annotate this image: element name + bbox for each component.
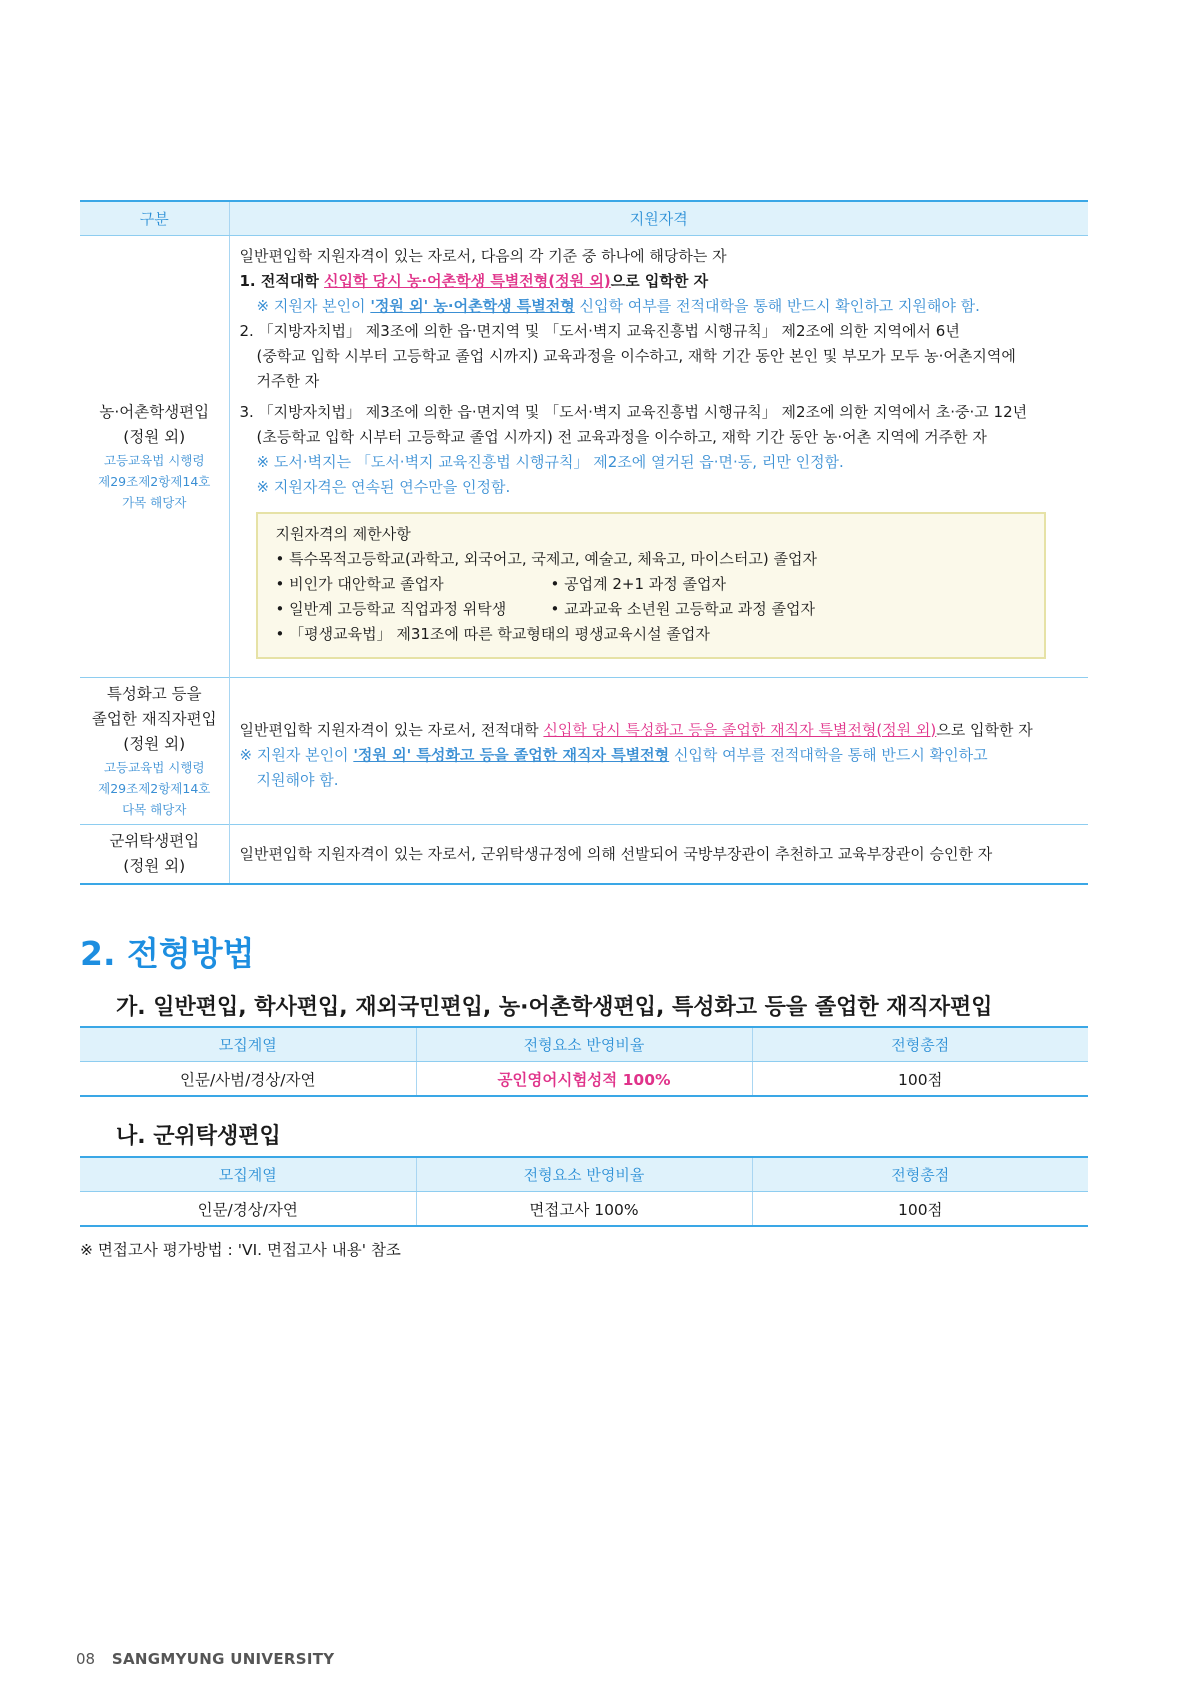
restriction-item: • 특수목적고등학교(과학고, 외국어고, 국제고, 예술고, 체육고, 마이스터고) 졸업자	[275, 550, 817, 568]
row-vocational	[80, 678, 1088, 825]
method-table-a	[80, 1026, 1088, 1097]
header-total: 전형총점	[752, 1027, 1088, 1062]
restriction-item: • 교과교육 소년원 고등학교 과정 졸업자	[550, 600, 816, 618]
method-table-b	[80, 1156, 1088, 1227]
criterion-3-note: ※ 지원자격은 연속된 연수만을 인정함.	[256, 478, 511, 496]
requirement-note: ※ 지원자 본인이 '정원 외' 특성화고 등을 졸업한 재직자 특별전형 신입학 여부를 전적대학을 통해 반드시 확인하고	[239, 745, 988, 764]
page-footer	[76, 1650, 334, 1668]
criterion-2: 2. 「지방자치법」 제3조에 의한 읍·면지역 및 「도서·벽지 교육진흥법 시행규칙」 제2조에 의한 지역에서 6년	[239, 322, 960, 340]
law-ref: 가목 해당자	[122, 495, 187, 510]
interview-footnote: ※ 면접고사 평가방법 : 'VI. 면접고사 내용' 참조	[80, 1241, 401, 1259]
criterion-1-note: ※ 지원자 본인이 '정원 외' 농·어촌학생 특별전형 신입학 여부를 전적대학을 통해 반드시 확인하고 지원해야 함.	[256, 297, 980, 315]
highlight-text: '정원 외' 농·어촌학생 특별전형	[370, 297, 575, 315]
cell-ratio: 면접고사 100%	[416, 1192, 752, 1227]
requirement-farm	[229, 236, 1088, 678]
intro-text: 일반편입학 지원자격이 있는 자로서, 다음의 각 기준 중 하나에 해당하는 자	[239, 247, 727, 265]
requirement-text: 일반편입학 지원자격이 있는 자로서, 전적대학 신입학 당시 특성화고 등을 졸업한 재직자 특별전형(정원 외)으로 입학한 자	[239, 720, 1033, 739]
header-ratio: 전형요소 반영비율	[416, 1027, 752, 1062]
category-vocational	[80, 678, 229, 825]
category-quota: (정원 외)	[123, 735, 186, 753]
category-title: 특성화고 등을	[106, 685, 202, 703]
category-quota: (정원 외)	[123, 857, 186, 875]
cell-total: 100점	[752, 1062, 1088, 1097]
header-ratio: 전형요소 반영비율	[416, 1157, 752, 1192]
law-ref: 제29조제2항제14호	[98, 474, 211, 489]
method-header-row	[80, 1027, 1088, 1062]
requirement-vocational	[229, 678, 1088, 825]
law-ref: 고등교육법 시행령	[103, 453, 205, 468]
criterion-2-cont: (중학교 입학 시부터 고등학교 졸업 시까지) 교육과정을 이수하고, 재학 기간 동안 본인 및 부모가 모두 농·어촌지역에	[256, 347, 1016, 365]
header-field: 모집계열	[80, 1157, 416, 1192]
criterion-3-cont: (초등학교 입학 시부터 고등학교 졸업 시까지) 전 교육과정을 이수하고, 재학 기간 동안 농·어촌 지역에 거주한 자	[256, 428, 987, 446]
requirement-note-cont: 지원해야 함.	[256, 770, 339, 789]
table-row	[80, 1062, 1088, 1097]
highlight-text: '정원 외' 특성화고 등을 졸업한 재직자 특별전형	[353, 745, 670, 764]
category-quota: (정원 외)	[123, 428, 186, 446]
subsection-a-title: 가. 일반편입, 학사편입, 재외국민편입, 농·어촌학생편입, 특성화고 등을 졸업한 재직자편입	[116, 995, 993, 1020]
category-military	[80, 825, 229, 885]
law-ref: 제29조제2항제14호	[98, 781, 211, 796]
highlight-text: 신입학 당시 특성화고 등을 졸업한 재직자 특별전형(정원 외)	[543, 720, 937, 739]
eligibility-header-row	[80, 201, 1088, 236]
eligibility-table	[80, 200, 1088, 885]
restriction-item: • 일반계 고등학교 직업과정 위탁생	[275, 600, 507, 618]
header-category: 구분	[80, 201, 229, 236]
subsection-b-title: 나. 군위탁생편입	[116, 1124, 281, 1149]
method-header-row	[80, 1157, 1088, 1192]
requirement-military: 일반편입학 지원자격이 있는 자로서, 군위탁생규정에 의해 선발되어 국방부장관이 추천하고 교육부장관이 승인한 자	[229, 825, 1088, 885]
page-number: 08	[76, 1650, 96, 1668]
highlight-text: 신입학 당시 농·어촌학생 특별전형(정원 외)	[324, 272, 611, 290]
category-title: 졸업한 재직자편입	[91, 710, 217, 728]
header-total: 전형총점	[752, 1157, 1088, 1192]
criterion-3: 3. 「지방자치법」 제3조에 의한 읍·면지역 및 「도서·벽지 교육진흥법 시행규칙」 제2조에 의한 지역에서 초·중·고 12년	[239, 403, 1028, 421]
cell-field: 인문/경상/자연	[197, 1200, 298, 1219]
table-row	[80, 1192, 1088, 1227]
criterion-2-cont: 거주한 자	[256, 372, 320, 390]
row-military	[80, 825, 1088, 885]
header-field: 모집계열	[80, 1027, 416, 1062]
restrictions-title: 지원자격의 제한사항	[275, 525, 411, 543]
cell-total: 100점	[752, 1192, 1088, 1227]
cell-field: 인문/사범/경상/자연	[180, 1070, 316, 1089]
section-title: 2. 전형방법	[80, 934, 255, 973]
law-ref: 고등교육법 시행령	[103, 760, 205, 775]
category-title: 농·어촌학생편입	[99, 403, 210, 421]
university-name: SANGMYUNG UNIVERSITY	[111, 1650, 335, 1668]
category-farm	[80, 236, 229, 678]
criterion-1: 1. 전적대학 신입학 당시 농·어촌학생 특별전형(정원 외)으로 입학한 자	[239, 272, 709, 290]
header-eligibility: 지원자격	[229, 201, 1088, 236]
restriction-item: • 비인가 대안학교 졸업자	[275, 575, 444, 593]
row-farm-fishing	[80, 236, 1088, 678]
restriction-item: • 「평생교육법」 제31조에 따른 학교형태의 평생교육시설 졸업자	[275, 625, 710, 643]
category-title: 군위탁생편입	[109, 832, 200, 850]
criterion-3-note: ※ 도서·벽지는 「도서·벽지 교육진흥법 시행규칙」 제2조에 열거된 읍·면·동, 리만 인정함.	[256, 453, 844, 471]
restriction-item: • 공업계 2+1 과정 졸업자	[550, 575, 726, 593]
law-ref: 다목 해당자	[122, 802, 187, 817]
cell-ratio: 공인영어시험성적 100%	[416, 1062, 752, 1097]
restrictions-box	[256, 512, 1047, 659]
